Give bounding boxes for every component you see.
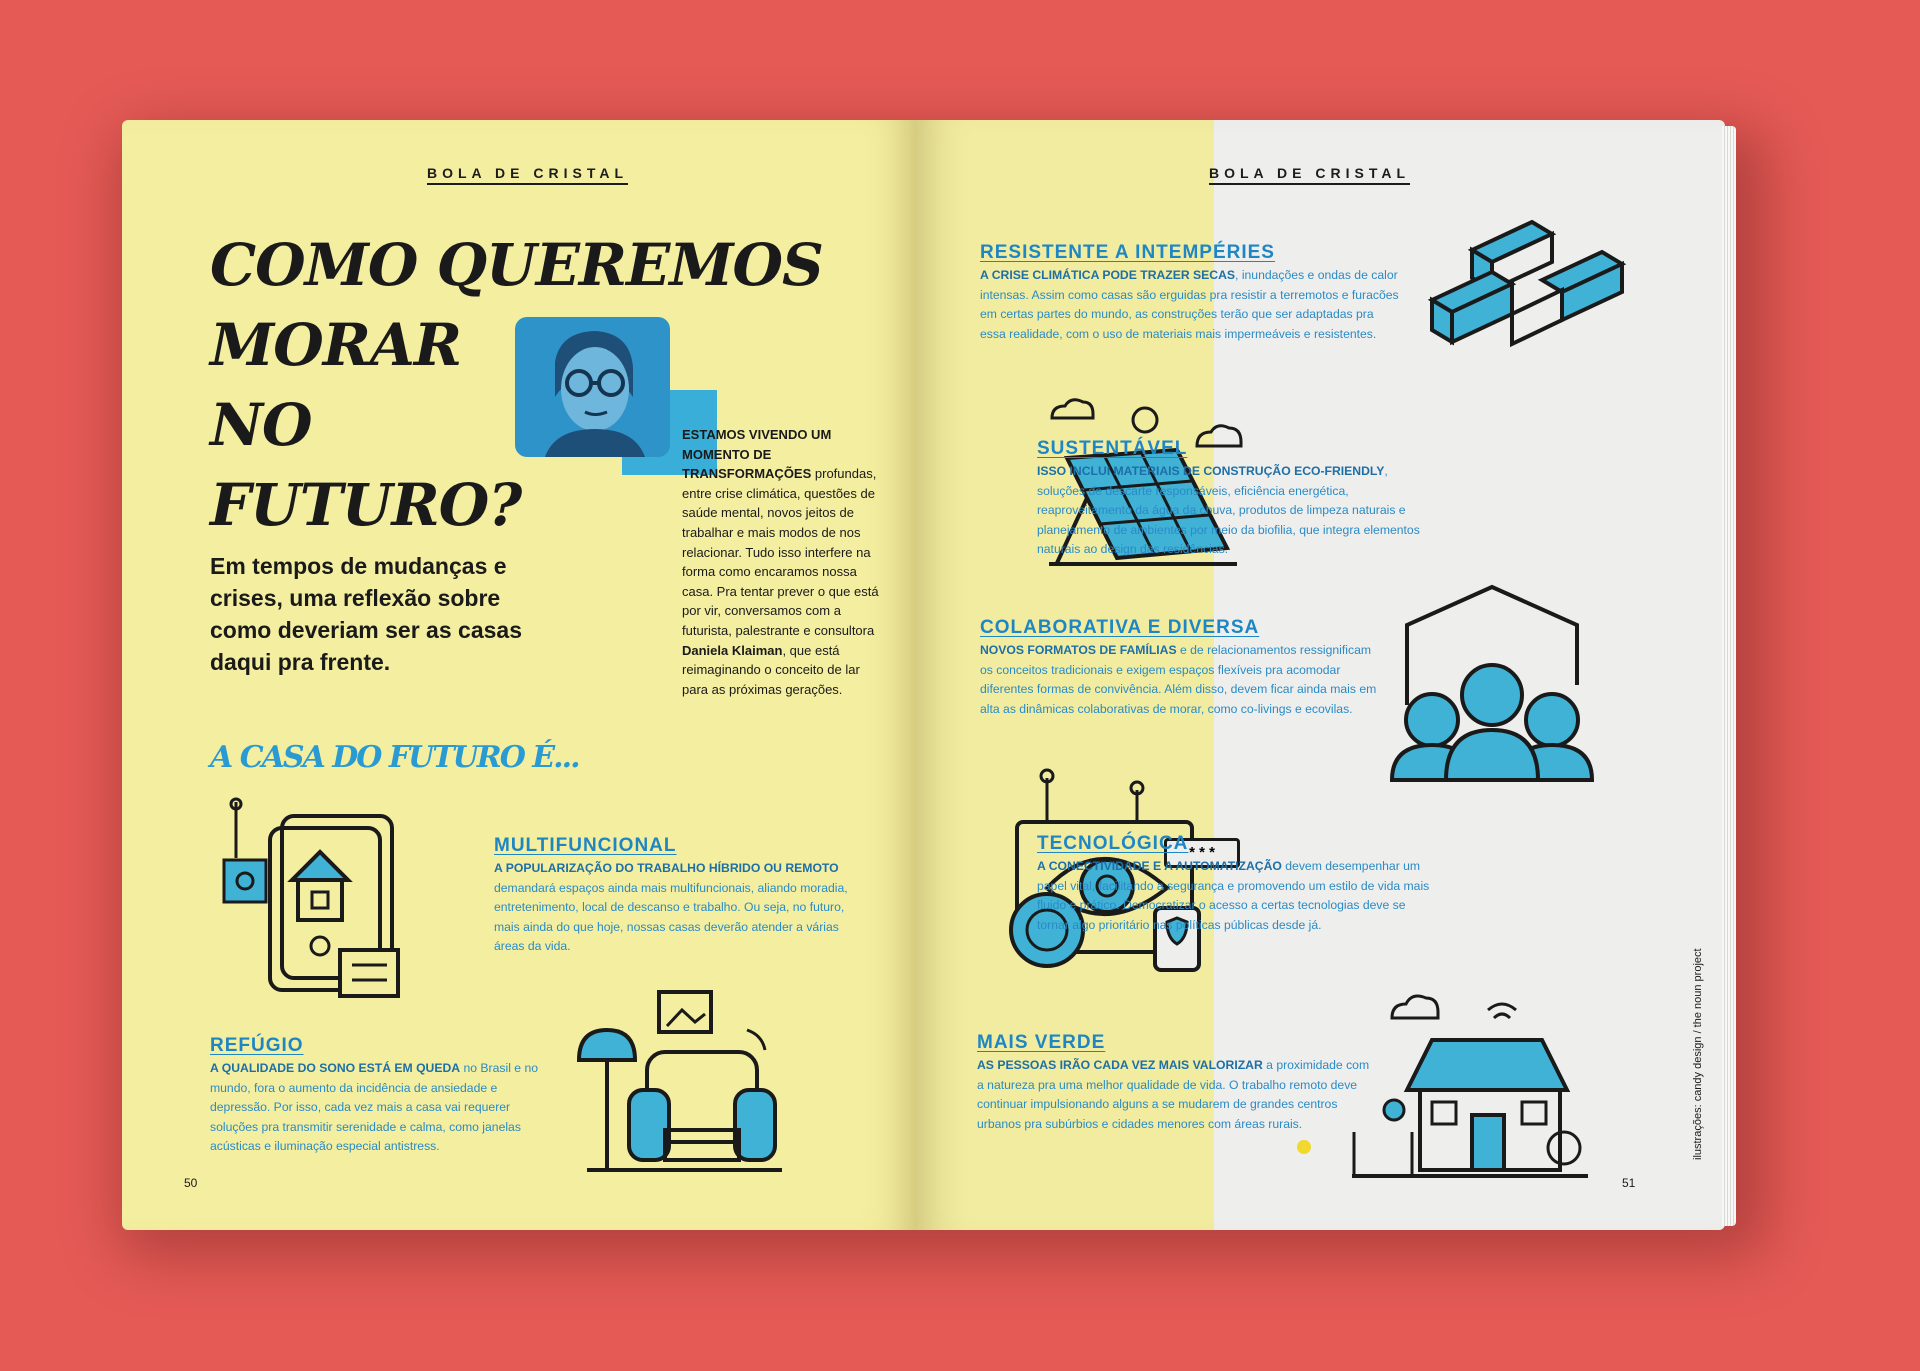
title-line: NO (210, 391, 312, 459)
item-mais-verde (977, 1032, 1377, 1134)
item-title: TECNOLÓGICA (1037, 833, 1189, 854)
item-lead: A CONECTIVIDADE E A AUTOMATIZAÇÃO (1037, 859, 1282, 873)
page-number: 50 (184, 1176, 198, 1190)
green-house-icon (1352, 980, 1592, 1180)
page-number: 51 (1622, 1176, 1636, 1190)
item-title: MAIS VERDE (977, 1032, 1106, 1053)
item-body: e de relacionamentos ressignificam os conceitos tradicionais e exigem espaços flexíveis pra acomodar diferentes formas de convivência. Além disso, devem ficar ainda mais em alta as dinâmicas colaborativas de morar, como co-livings e ecovilas. (980, 643, 1377, 716)
smartphone-home-icon (222, 800, 412, 1000)
left-page (122, 120, 917, 1230)
item-lead: AS PESSOAS IRÃO CADA VEZ MAIS VALORIZAR (977, 1058, 1263, 1072)
page-header: BOLA DE CRISTAL (427, 165, 628, 185)
intro-lead: ESTAMOS VIVENDO UM MOMENTO DE TRANSFORMAÇÕES (682, 427, 832, 482)
item-lead: ISSO INCLUI MATERIAIS DE CONSTRUÇÃO ECO-FRIENDLY (1037, 464, 1385, 478)
item-text (980, 266, 1400, 344)
item-body: devem desempenhar um papel vital, facilitando a segurança e promovendo um estilo de vida mais fluido e prático. Democratizar o acesso a certas tecnologias deve se tornar algo prioritário nas políticas públicas desde já. (1037, 859, 1430, 932)
item-body: , soluções de descarte responsáveis, eficiência energética, reaproveitamento da água da chuva, produtos de limpeza naturais e planejamento de ambientes por meio da biofilia, que integra elementos naturais ao design das residências. (1037, 464, 1420, 557)
family-house-icon (1382, 585, 1602, 785)
subtitle: Em tempos de mudanças e crises, uma reflexão sobre como deveriam ser as casas daqui pra frente. (210, 553, 522, 675)
item-body: no Brasil e no mundo, fora o aumento da incidência de ansiedade e depressão. Por isso, cada vez mais a casa vai requerer soluções pra transmitir serenidade e calma, como janelas acústicas e iluminação especial antistress. (210, 1061, 539, 1154)
person-portrait-icon (515, 317, 670, 457)
item-title: COLABORATIVA E DIVERSA (980, 617, 1260, 638)
item-title: REFÚGIO (210, 1035, 304, 1056)
password-field: * * * (1164, 838, 1240, 868)
item-text (980, 641, 1380, 719)
illustration-credit: ilustrações: candy design / the noun project (1692, 948, 1704, 1160)
item-multifuncional (494, 835, 864, 957)
item-text (494, 859, 864, 957)
item-lead: NOVOS FORMATOS DE FAMÍLIAS (980, 643, 1177, 657)
item-lead: A POPULARIZAÇÃO DO TRABALHO HÍBRIDO OU REMOTO (494, 861, 839, 875)
item-lead: A CRISE CLIMÁTICA PODE TRAZER SECAS (980, 268, 1236, 282)
intro-body-end: , que está reimaginando o conceito de lar para as próximas gerações. (682, 642, 860, 697)
end-mark-dot (1297, 1140, 1311, 1154)
title-line: COMO QUEREMOS (210, 231, 823, 299)
right-page (917, 120, 1725, 1230)
item-colaborativa (980, 617, 1380, 719)
armchair-lamp-icon (577, 990, 787, 1190)
intro-text (682, 425, 882, 699)
item-text (977, 1056, 1377, 1134)
title-line: MORAR (210, 311, 462, 379)
item-title: RESISTENTE A INTEMPÉRIES (980, 242, 1275, 263)
item-refugio (210, 1035, 560, 1157)
brick-wall-icon (1422, 220, 1632, 390)
item-body: demandará espaços ainda mais multifuncionais, aliando moradia, entretenimento, local de descanso e trabalho. Ou seja, no futuro, mais ainda do que hoje, nossas casas deverão atender a várias áreas da vida. (494, 880, 848, 954)
title-line: FUTURO? (210, 471, 522, 539)
item-tecnologica (1037, 833, 1437, 935)
page-edge (1722, 126, 1736, 1226)
section-heading: A CASA DO FUTURO É... (210, 740, 579, 775)
page-header: BOLA DE CRISTAL (1209, 165, 1410, 185)
item-title: MULTIFUNCIONAL (494, 835, 677, 856)
portrait-photo (515, 317, 670, 457)
item-text (210, 1059, 560, 1157)
item-lead: A QUALIDADE DO SONO ESTÁ EM QUEDA (210, 1061, 461, 1075)
intro-body: profundas, entre crise climática, questões de saúde mental, novos jeitos de trabalhar e mais modos de nos relacionar. Tudo isso interfere na forma como encaramos nossa casa. Pra tentar prever o que está por vir, conversamos com a futurista, palestrante e consultora (682, 466, 879, 638)
item-text (1037, 462, 1437, 560)
item-title: SUSTENTÁVEL (1037, 438, 1188, 459)
item-body: , inundações e ondas de calor intensas. Assim como casas são erguidas pra resistir a terremotos e furacões em certas partes do mundo, as construções terão que ser adaptadas pra essa realidade, com o uso de materiais mais impermeáveis e resistentes. (980, 268, 1399, 341)
interviewee-name: Daniela Klaiman (682, 642, 783, 658)
item-sustentavel (1037, 438, 1437, 560)
item-resistente (980, 242, 1400, 344)
item-body: a proximidade com a natureza pra uma melhor qualidade de vida. O trabalho remoto deve continuar impulsionando alguns a se mudarem de grandes centros urbanos pra subúrbios e cidades menores com áreas rurais. (977, 1058, 1370, 1131)
item-text (1037, 857, 1437, 935)
